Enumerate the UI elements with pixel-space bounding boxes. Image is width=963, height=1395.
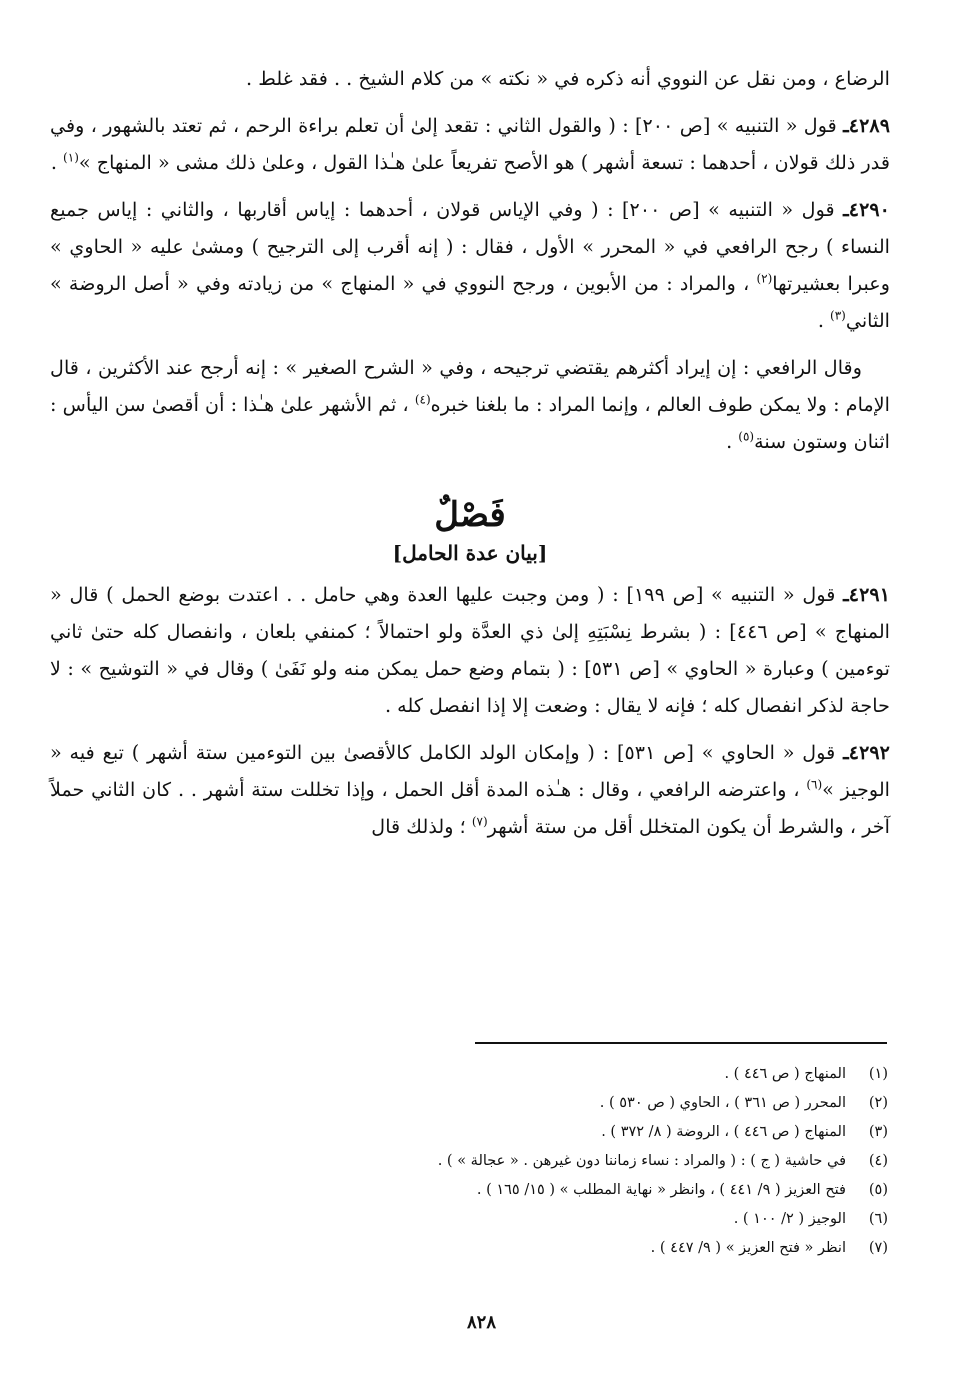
page-body — [50, 60, 890, 855]
footnote-number: (٥) — [868, 1182, 888, 1198]
footnote-number: (٦) — [868, 1211, 888, 1227]
footnote-item — [88, 1147, 888, 1176]
footnote-ref: (٦) — [806, 777, 823, 792]
footnote-text: المحرر ( ص ٣٦١ ) ، الحاوي ( ص ٥٣٠ ) . — [599, 1095, 846, 1111]
paragraph-text: قول « التنبيه » [ص ١٩٩] : ( ومن وجبت عليها العدة وهي حامل . . اعتدت بوضع الحمل ) قال « المنهاج » [ص ٤٤٦] : ( بشرط نِسْبَتِهِ إلىٰ ذي العدَّة ولو احتمالاً ؛ كمنفي بلعان ، وانفصال كله حتىٰ ثاني توءمين ) وعبارة « الحاوي » [ص ٥٣١] : ( بتمام وضع حمل يمكن منه ولو نَفَىٰ ) وقال في « التوشيح » : لا حاجة لذكر انفصال كله ؛ فإنه لا يقال : وضعت إلا إذا انفصل كله . — [50, 583, 890, 717]
paragraph-4292 — [50, 734, 890, 845]
footnote-ref: (٥) — [738, 429, 755, 444]
footnote-text: المنهاج ( ص ٤٤٦ ) . — [724, 1066, 846, 1082]
paragraph-4290 — [50, 191, 890, 339]
paragraph-text: قول « التنبيه » [ص ٢٠٠] : ( وفي الإياس قولان ، أحدهما : إياس أقاربها ، والثاني : إياس جميع النساء ) رجح الرافعي في « المحرر » الأول ، فقال : ( إنه أقرب إلى الترجيح ) ومشىٰ عليه « الحاوي » وعبرا بعشيرتها — [50, 198, 890, 295]
footnote-number: (٢) — [868, 1095, 888, 1111]
footnote-item — [88, 1089, 888, 1118]
footnote-item — [88, 1205, 888, 1234]
paragraph-tail: . — [50, 151, 64, 174]
footnote-text: في حاشية ( ج ) : ( والمراد : نساء زماننا دون غيرهن . « عجالة » ) . — [437, 1153, 846, 1169]
footnote-item — [88, 1176, 888, 1205]
footnote-ref: (٤) — [414, 392, 431, 407]
paragraph-text: قول « الحاوي » [ص ٥٣١] : ( وإمكان الولد الكامل كالأقصىٰ بين التوءمين ستة أشهر ) تبع فيه « الوجيز » — [50, 741, 890, 801]
paragraph-text: ، ثم الأشهر علىٰ هـٰذا : أن أقصىٰ سن اليأس : اثنان وستون سنة — [50, 393, 890, 453]
paragraph-4291 — [50, 576, 890, 724]
paragraph-tail: . — [817, 309, 831, 332]
paragraph-text: ، واعترضه الرافعي ، وقال : هـٰذه المدة أقل الحمل ، وإذا تخللت ستة أشهر . . كان الثاني حملاً آخر ، والشرط أن يكون المتخلل أقل من ستة أشهر — [50, 778, 890, 838]
issue-number: ٤٢٩٢ـ — [843, 741, 890, 764]
footnote-ref: (٣) — [830, 308, 846, 323]
footnote-item — [88, 1060, 888, 1089]
footnote-text: انظر « فتح العزيز » ( ٩/ ٤٤٧ ) . — [650, 1240, 846, 1256]
footnote-text: الوجيز ( ٢/ ١٠٠ ) . — [733, 1211, 846, 1227]
issue-number: ٤٢٩٠ـ — [843, 198, 890, 221]
section-heading — [50, 494, 890, 568]
footnote-text: المنهاج ( ص ٤٤٦ ) ، الروضة ( ٨/ ٣٧٢ ) . — [601, 1124, 846, 1140]
paragraph-tail: . — [726, 430, 739, 453]
footnote-ref: (٢) — [756, 271, 773, 286]
footnote-ref: (٧) — [471, 814, 488, 829]
section-title: فَصْلٌ — [434, 495, 506, 535]
issue-number: ٤٢٩١ـ — [843, 583, 891, 606]
footnotes — [88, 1060, 888, 1263]
footnote-item — [88, 1234, 888, 1263]
footnote-divider — [475, 1042, 887, 1044]
paragraph-text: الرضاع ، ومن نقل عن النووي أنه ذكره في « نكته » من كلام الشيخ . . فقد غلط . — [246, 67, 890, 90]
paragraph-4289 — [50, 107, 890, 181]
paragraph-text: ، والمراد : من الأبوين ، ورجح النووي في « المنهاج » من زيادته وفي « أصل الروضة » الثاني — [50, 272, 890, 332]
paragraph-rafii — [50, 349, 890, 460]
footnote-text: فتح العزيز ( ٩/ ٤٤١ ) ، وانظر « نهاية المطلب » ( ١٥/ ١٦٥ ) . — [476, 1182, 846, 1198]
page-number: ٨٢٨ — [466, 1312, 496, 1333]
footnote-number: (١) — [868, 1066, 888, 1082]
section-subtitle: [بيان عدة الحامل] — [392, 541, 548, 565]
footnote-ref: (١) — [63, 150, 79, 165]
paragraph-intro — [50, 60, 890, 97]
paragraph-text: قول « التنبيه » [ص ٢٠٠] : ( والقول الثاني : تقعد إلىٰ أن تعلم براءة الرحم ، ثم تعتد بالشهور ، وفي قدر ذلك قولان ، أحدهما : تسعة أشهر ) هو الأصح تفريعاً علىٰ هـٰذا القول ، وعلىٰ ذلك مشى « المنهاج » — [50, 114, 890, 174]
paragraph-tail: ؛ ولذلك قال — [371, 815, 472, 838]
footnote-item — [88, 1118, 888, 1147]
paragraph-text: وقال الرافعي : إن إيراد أكثرهم يقتضي ترجيحه ، وفي « الشرح الصغير » : إنه أرجح عند الأكثرين ، قال الإمام : ولا يمكن طوف العالم ، وإنما المراد : ما بلغنا خبره — [50, 356, 890, 416]
footnote-number: (٣) — [868, 1124, 888, 1140]
footnote-number: (٧) — [868, 1240, 888, 1256]
footnote-number: (٤) — [868, 1153, 888, 1169]
issue-number: ٤٢٨٩ـ — [843, 114, 891, 137]
